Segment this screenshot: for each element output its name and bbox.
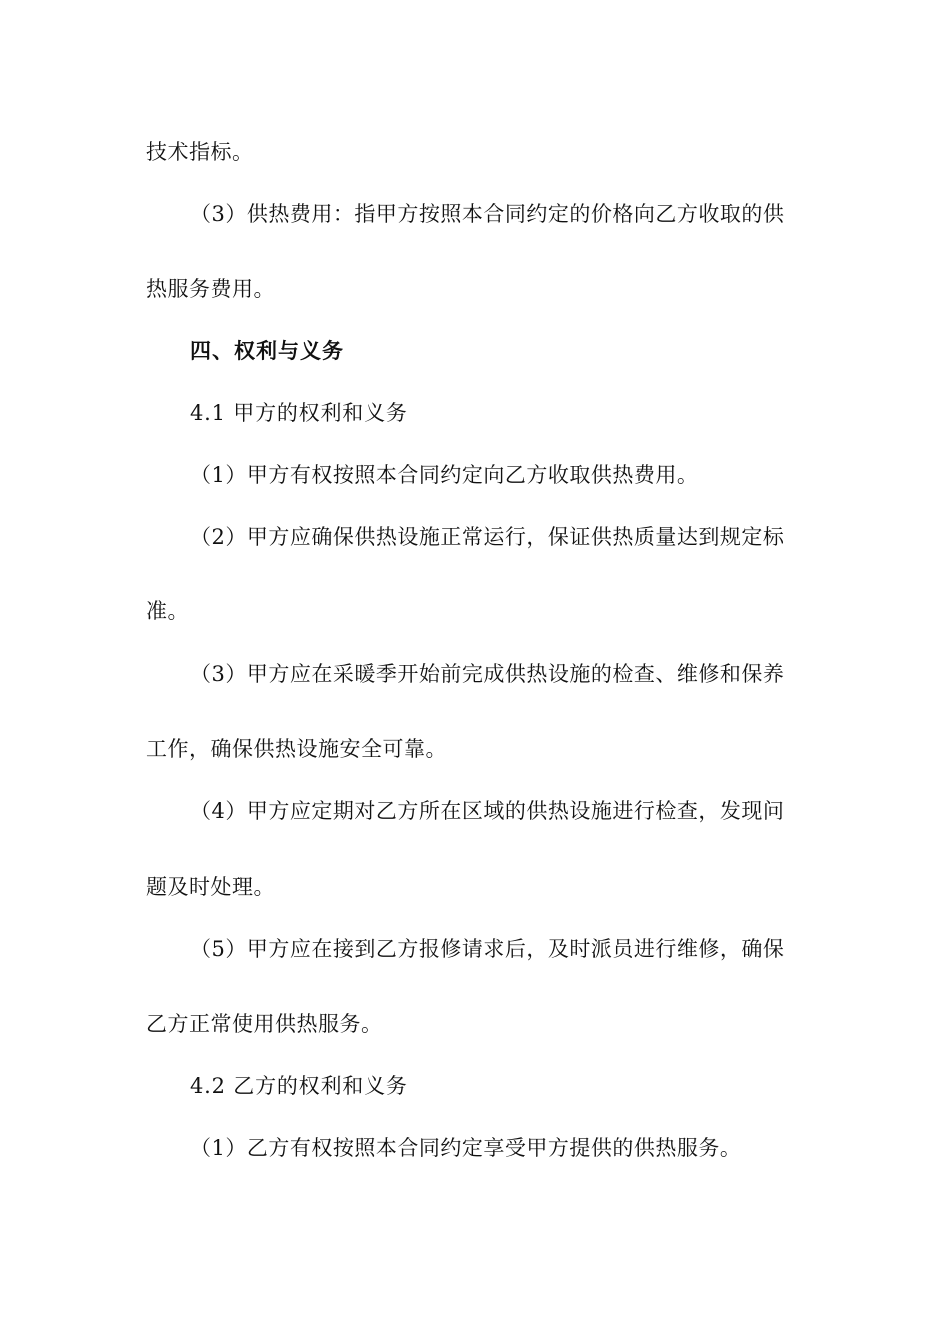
subsection-heading: 4.1 甲方的权利和义务 xyxy=(190,401,408,425)
paragraph-line: 题及时处理。 xyxy=(146,875,275,899)
paragraph-line: 工作，确保供热设施安全可靠。 xyxy=(146,737,447,761)
subsection-heading: 4.2 乙方的权利和义务 xyxy=(190,1074,408,1098)
section-heading: 四、权利与义务 xyxy=(190,338,344,363)
paragraph-line: （1）甲方有权按照本合同约定向乙方收取供热费用。 xyxy=(190,463,699,487)
paragraph-line: （5）甲方应在接到乙方报修请求后，及时派员进行维修，确保 xyxy=(190,937,785,961)
paragraph-line: 热服务费用。 xyxy=(146,277,275,301)
paragraph-line: （4）甲方应定期对乙方所在区域的供热设施进行检查，发现问 xyxy=(190,799,785,823)
paragraph-line: （1）乙方有权按照本合同约定享受甲方提供的供热服务。 xyxy=(190,1136,742,1160)
paragraph-line: 技术指标。 xyxy=(146,140,254,164)
paragraph-line: （3）供热费用：指甲方按照本合同约定的价格向乙方收取的供 xyxy=(190,202,785,226)
paragraph-line: （3）甲方应在采暖季开始前完成供热设施的检查、维修和保养 xyxy=(190,662,785,686)
paragraph-line: （2）甲方应确保供热设施正常运行，保证供热质量达到规定标 xyxy=(190,525,785,549)
paragraph-line: 准。 xyxy=(146,599,189,623)
paragraph-line: 乙方正常使用供热服务。 xyxy=(146,1012,383,1036)
